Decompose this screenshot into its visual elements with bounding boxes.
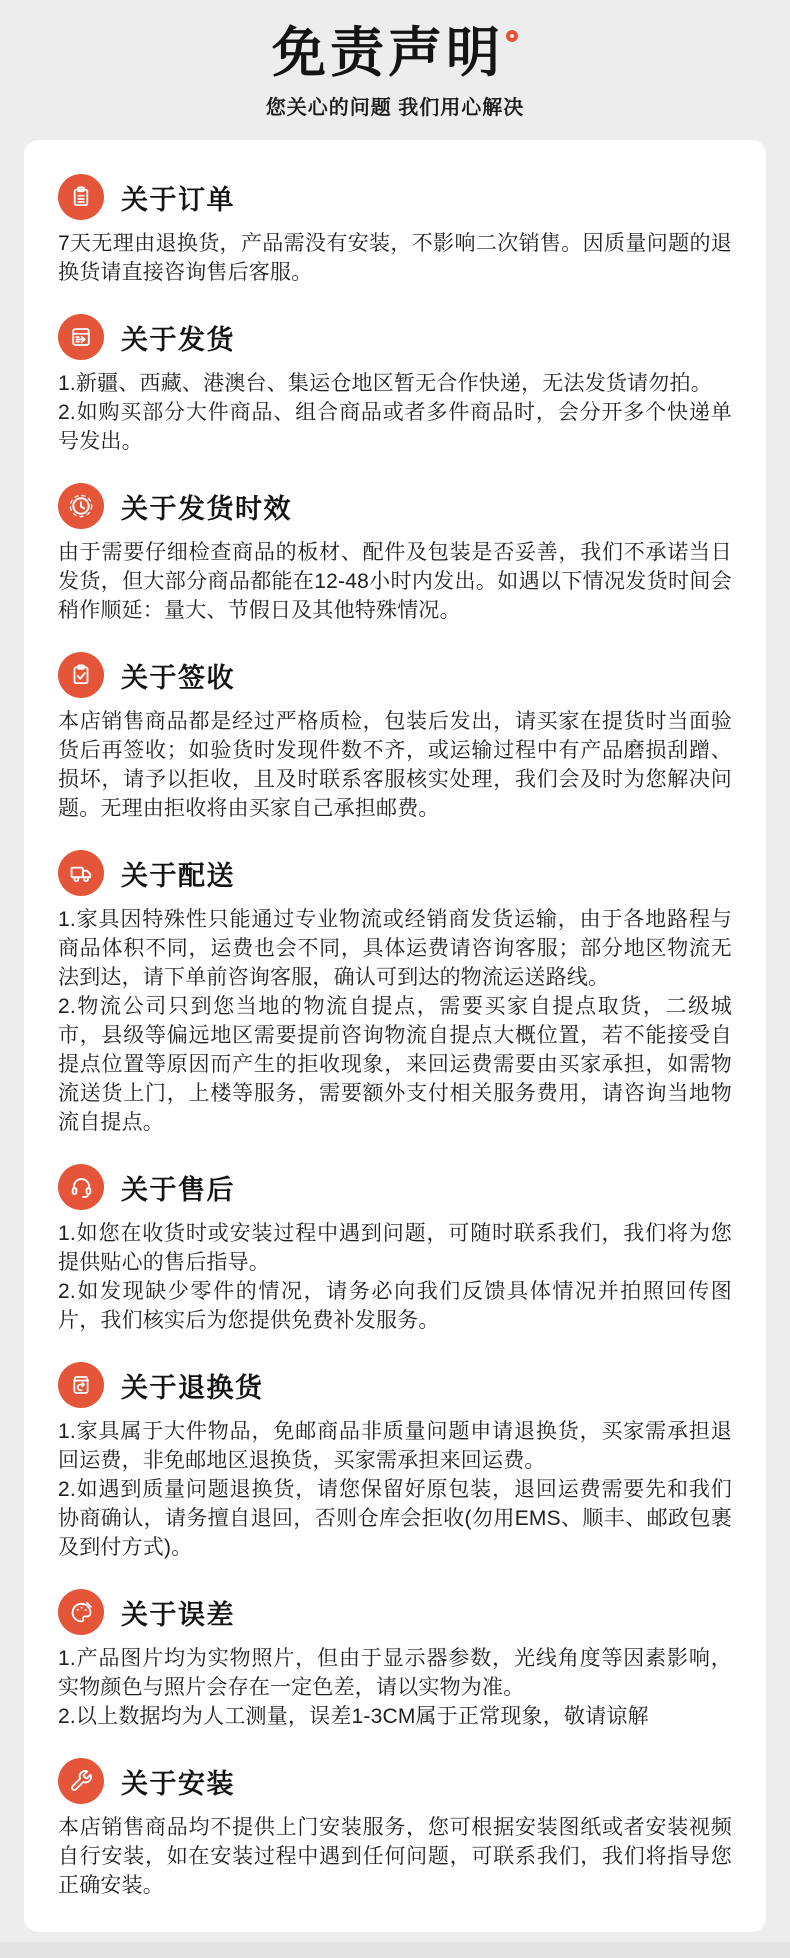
section-delivery-header — [58, 850, 732, 896]
bottom-divider — [0, 1942, 790, 1958]
page-title: 免责声明 — [272, 23, 504, 83]
section-order-header — [58, 174, 732, 220]
section-tolerance-header — [58, 1589, 732, 1635]
section-shipping — [58, 314, 732, 456]
wrench-icon — [58, 1758, 104, 1804]
clipboard-check-icon — [58, 652, 104, 698]
title-ring-decoration — [506, 30, 518, 42]
section-title: 关于安装 — [121, 1768, 235, 1799]
section-title: 关于发货 — [121, 324, 235, 355]
section-installation-header — [58, 1758, 732, 1804]
clipboard-icon — [58, 174, 104, 220]
section-installation — [58, 1758, 732, 1900]
section-paragraph: 1.家具属于大件物品，免邮商品非质量问题申请退换货，买家需承担退回运费，非免邮地区退换货，买家需承担来回运费。 — [58, 1420, 732, 1473]
palette-icon — [58, 1589, 104, 1635]
section-paragraph: 1.家具因特殊性只能通过专业物流或经销商发货运输，由于各地路程与商品体积不同，运费也会不同，具体运费请咨询客服；部分地区物流无法到达，请下单前咨询客服，确认可到达的物流运送路线。 — [58, 908, 732, 990]
section-paragraph: 本店销售商品都是经过严格质检，包装后发出，请买家在提货时当面验货后再签收；如验货时发现件数不齐，或运输过程中有产品磨损刮蹭、损坏，请予以拒收，且及时联系客服核实处理，我们会及时为您解决问题。无理由拒收将由买家自己承担邮费。 — [58, 710, 732, 821]
section-title: 关于售后 — [121, 1174, 235, 1205]
section-aftersales — [58, 1164, 732, 1335]
section-returns-header — [58, 1362, 732, 1408]
section-paragraph: 1.产品图片均为实物照片，但由于显示器参数，光线角度等因素影响，实物颜色与照片会存在一定色差，请以实物为准。 — [58, 1647, 732, 1700]
headset-icon — [58, 1164, 104, 1210]
section-shipping-header — [58, 314, 732, 360]
return-package-icon — [58, 1362, 104, 1408]
section-paragraph: 本店销售商品均不提供上门安装服务，您可根据安装图纸或者安装视频自行安装，如在安装过程中遇到任何问题，可联系我们，我们将指导您正确安装。 — [58, 1816, 732, 1898]
section-aftersales-header — [58, 1164, 732, 1210]
section-paragraph: 1.新疆、西藏、港澳台、集运仓地区暂无合作快递，无法发货请勿拍。 — [58, 372, 712, 396]
section-delivery — [58, 850, 732, 1137]
section-title: 关于签收 — [121, 662, 235, 693]
clock-icon — [58, 483, 104, 529]
section-shipping-time — [58, 483, 732, 625]
section-receipt — [58, 652, 732, 823]
section-shipping-time-header — [58, 483, 732, 529]
section-title: 关于误差 — [121, 1599, 235, 1630]
section-paragraph: 2.如遇到质量问题退换货，请您保留好原包装，退回运费需要先和我们协商确认，请务擅自退回，否则仓库会拒收(勿用EMS、顺丰、邮政包裹及到付方式)。 — [58, 1478, 732, 1560]
section-paragraph: 2.如购买部分大件商品、组合商品或者多件商品时，会分开多个快递单号发出。 — [58, 401, 732, 454]
section-paragraph: 2.以上数据均为人工测量，误差1-3CM属于正常现象，敬请谅解 — [58, 1705, 649, 1729]
package-arrow-icon — [58, 314, 104, 360]
section-paragraph: 7天无理由退换货，产品需没有安装，不影响二次销售。因质量问题的退换货请直接咨询售后客服。 — [58, 232, 732, 285]
section-title: 关于订单 — [121, 184, 235, 215]
section-paragraph: 2.如发现缺少零件的情况，请务必向我们反馈具体情况并拍照回传图片，我们核实后为您提供免费补发服务。 — [58, 1280, 732, 1333]
section-paragraph: 2.物流公司只到您当地的物流自提点，需要买家自提点取货，二级城市，县级等偏远地区需要提前咨询物流自提点大概位置，若不能接受自提点位置等原因而产生的拒收现象，来回运费需要由买家承担，如需物流送货上门，上楼等服务，需要额外支付相关服务费用，请咨询当地物流自提点。 — [58, 995, 732, 1135]
section-title: 关于发货时效 — [121, 493, 292, 524]
truck-icon — [58, 850, 104, 896]
section-tolerance — [58, 1589, 732, 1731]
section-paragraph: 1.如您在收货时或安装过程中遇到问题，可随时联系我们，我们将为您提供贴心的售后指导。 — [58, 1222, 732, 1275]
section-order — [58, 174, 732, 287]
section-title: 关于退换货 — [121, 1372, 264, 1403]
section-returns — [58, 1362, 732, 1562]
section-title: 关于配送 — [121, 860, 235, 891]
section-paragraph: 由于需要仔细检查商品的板材、配件及包装是否妥善，我们不承诺当日发货，但大部分商品都能在12-48小时内发出。如遇以下情况发货时间会稍作顺延：量大、节假日及其他特殊情况。 — [58, 541, 732, 623]
page-subtitle: 您关心的问题 我们用心解决 — [265, 97, 525, 120]
disclaimer-card — [24, 140, 766, 1932]
section-receipt-header — [58, 652, 732, 698]
page-header — [0, 0, 790, 120]
